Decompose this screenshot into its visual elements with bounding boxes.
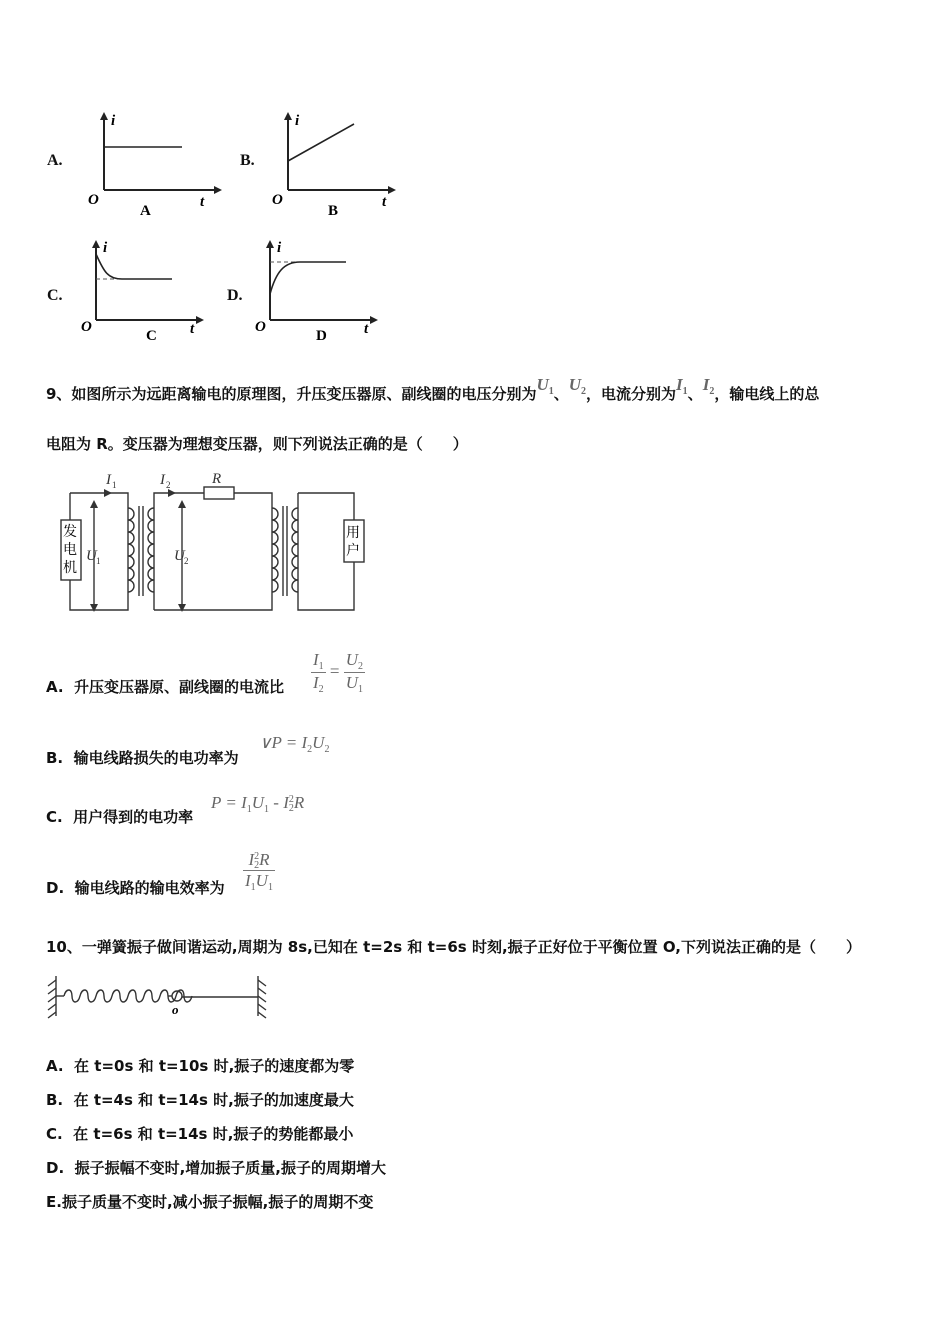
q10-option-e-label: E.	[46, 1193, 62, 1211]
option-d-label: D.	[227, 287, 243, 304]
graph-c-origin: O	[81, 319, 92, 335]
q9-option-a-text: 升压变压器原、副线圈的电流比	[74, 678, 285, 696]
q9-formula-c-prefix: P =	[211, 793, 237, 812]
q10-option-e[interactable]	[46, 1191, 373, 1212]
q10-option-d[interactable]	[46, 1157, 386, 1178]
q10-option-b-text: 在 t=4s 和 t=14s 时,振子的加速度最大	[73, 1091, 354, 1109]
circuit-i1-label: I	[106, 472, 111, 488]
user-label-2: 户	[346, 544, 360, 559]
q10-figure-o-label: o	[172, 1002, 179, 1017]
q9-formula-b-prefix: ∨P =	[259, 733, 298, 752]
q9-stem-line2: 电阻为 R。变压器为理想变压器，则下列说法正确的是（ ）	[46, 435, 468, 453]
graph-d-x-label: t	[364, 321, 369, 337]
generator-label-2: 电	[63, 543, 77, 558]
q10-option-a-label: A.	[46, 1057, 64, 1075]
q10-option-c[interactable]	[46, 1123, 353, 1144]
q9-option-b-text: 输电线路损失的电功率为	[73, 749, 239, 767]
graph-d-caption: D	[316, 328, 327, 344]
circuit-u2-label: U	[174, 548, 185, 564]
q10-option-d-label: D.	[46, 1159, 65, 1177]
generator-label-3: 机	[63, 561, 77, 576]
q9-option-c[interactable]	[46, 806, 193, 827]
graph-c	[78, 236, 218, 348]
q9-option-b[interactable]	[46, 747, 239, 768]
q9-sep1: 、	[553, 385, 569, 403]
graph-b-y-label: i	[295, 113, 300, 129]
generator-label-1: 发	[63, 525, 77, 540]
q9-option-a[interactable]	[46, 676, 284, 697]
q10-option-b-label: B.	[46, 1091, 64, 1109]
q9-formula-c-minus: -	[273, 793, 279, 812]
graph-a-x-label: t	[200, 194, 205, 210]
circuit-u2-sub: 2	[184, 556, 189, 566]
q9-option-b-label: B.	[46, 749, 64, 767]
option-c-label: C.	[47, 287, 63, 304]
q10-option-b[interactable]	[46, 1089, 354, 1110]
q9-option-d[interactable]	[46, 877, 225, 898]
graph-a-origin: O	[88, 192, 99, 208]
q9-formula-a: $\frac{I_1}{I_2}$ = $\frac{U_2}{U_1}$	[313, 650, 364, 695]
graph-c-caption: C	[146, 328, 157, 344]
q10-option-c-label: C.	[46, 1125, 63, 1143]
q9-u2: $U_2$	[568, 375, 587, 397]
q10-option-e-text: 振子质量不变时,减小振子振幅,振子的周期不变	[61, 1193, 374, 1211]
q10-option-a[interactable]	[46, 1055, 354, 1076]
q9-i2: $I_2$	[702, 375, 715, 397]
option-b-label: B.	[240, 152, 255, 169]
circuit-r-label: R	[212, 471, 222, 487]
q9-option-a-label: A.	[46, 678, 64, 696]
q9-sep2: 、	[687, 385, 703, 403]
graph-a-caption: A	[140, 203, 151, 219]
q9-stem-part3: ，输电线上的总	[714, 385, 820, 403]
circuit-i1-sub: 1	[112, 480, 117, 490]
q9-stem-part1: 9、如图所示为远距离输电的原理图，升压变压器原、副线圈的电压分别为	[46, 385, 537, 403]
graph-a	[82, 108, 222, 220]
graph-b	[266, 108, 406, 220]
q9-circuit-diagram	[56, 468, 366, 618]
circuit-u1-sub: 1	[96, 556, 101, 566]
graph-d-y-label: i	[277, 240, 282, 256]
q10-stem: 10、一弹簧振子做间谐运动,周期为 8s,已知在 t=2s 和 t=6s 时刻,振子正好位于平衡位置 O,下列说法正确的是（ ）	[46, 938, 861, 956]
q10-option-c-text: 在 t=6s 和 t=14s 时,振子的势能都最小	[73, 1125, 354, 1143]
graph-c-y-label: i	[103, 240, 108, 256]
q10-spring-figure	[46, 970, 272, 1022]
graph-c-x-label: t	[190, 321, 195, 337]
graph-b-caption: B	[328, 203, 339, 219]
q10-option-d-text: 振子振幅不变时,增加振子质量,振子的周期增大	[74, 1159, 387, 1177]
q10-option-a-text: 在 t=0s 和 t=10s 时,振子的速度都为零	[74, 1057, 355, 1075]
q9-i1: $I_1$	[676, 375, 688, 397]
graph-a-y-label: i	[111, 113, 116, 129]
q9-option-d-label: D.	[46, 879, 65, 897]
option-a-label: A.	[47, 152, 63, 169]
q9-formula-c: $P = I_1U_1 - I2$ 2R	[211, 793, 305, 815]
user-label-1: 用	[346, 526, 360, 541]
circuit-i2-label: I	[160, 472, 165, 488]
circuit-u1-label: U	[86, 548, 97, 564]
graph-b-origin: O	[272, 192, 283, 208]
graph-d	[252, 236, 392, 348]
graph-b-x-label: t	[382, 194, 387, 210]
q9-stem-part2: ，电流分别为	[586, 385, 677, 403]
q9-u1: $U_1$	[536, 375, 554, 397]
q9-option-c-text: 用户得到的电功率	[73, 808, 194, 826]
q9-stem-line1	[46, 375, 820, 406]
q9-option-c-label: C.	[46, 808, 63, 826]
q9-formula-b: ∨P = $I_2U_2$	[259, 733, 330, 755]
q9-option-d-text: 输电线路的输电效率为	[74, 879, 225, 897]
graph-d-origin: O	[255, 319, 266, 335]
q9-formula-d: I2 2R $I_1U_1$	[245, 850, 273, 894]
circuit-i2-sub: 2	[166, 480, 171, 490]
